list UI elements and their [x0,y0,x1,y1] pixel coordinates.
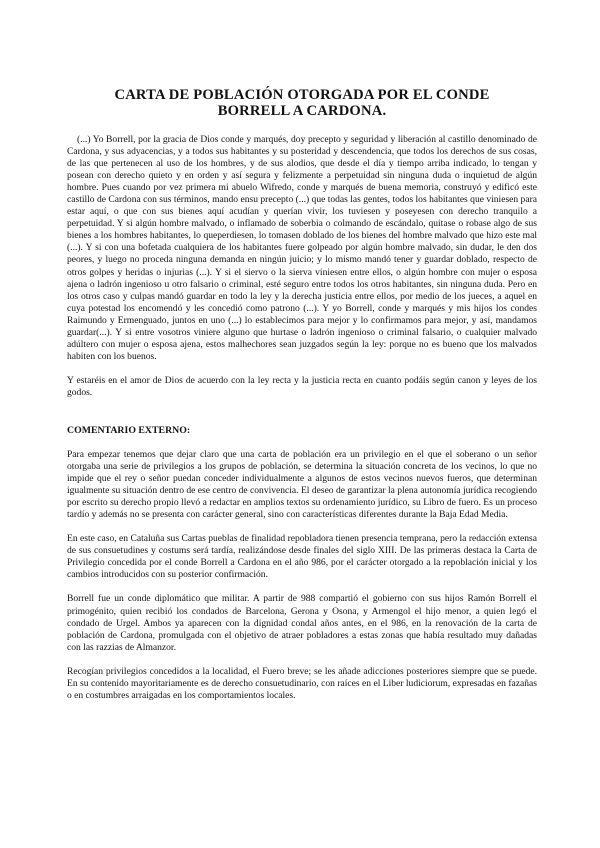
title-line-2: BORRELL A CARDONA. [217,102,387,119]
section-heading: COMENTARIO EXTERNO: [67,424,191,436]
charter-paragraph-2: Y estaréis en el amor de Dios de acuerdo con la ley recta y la justicia recta en cuanto podáis según canon y leyes de los godos. [67,374,537,398]
comment-paragraph-3: Borrell fue un conde diplomático que militar. A partir de 988 compartió el gobierno con sus hijos Ramón Borrell el primogénito, quien recibió los condados de Barcelona, Gerona y Osona, y Armengol el hijo menor, a quien legó el condado de Urgel. Ambos ya aparecen con la dignidad condal años antes, en el 986, en la renovación de la carta de población de Cardona, promulgada con el objetivo de atraer pobladores a estas zonas que había resultado muy dañadas con las razzias de Almanzor. [67,593,537,653]
comment-paragraph-4: Recogían privilegios concedidos a la localidad, el Fuero breve; se les añade adicciones posteriores siempre que se puede. En su contenido mayoritariamente es de derecho consuetudinario, con raíces en el Liber ludiciorum, expresadas en fazañas o en costumbres arraigadas en los comportamientos locales. [67,665,537,701]
document-title [67,88,537,119]
comment-paragraph-1: Para empezar tenemos que dejar claro que una carta de población era un privilegio en el que el soberano o un señor otorgaba una serie de privilegios a los grupos de población, se determina la situación concreta de los vecinos, lo que no impide que el rey o señor puedan conceder individualmente a algunos de estos vecinos nuevos fueros, que determinan igualmente su situación dentro de ese centro de convivencia. El deseo de garantizar la plena autonomía jurídica recogiendo por escrito su derecho propio llevó a redactar en amplios textos su ordenamiento jurídico, su Libro de fuero. Es un proceso tardío y además no se presenta con carácter general, sino con características diferentes durante la Baja Edad Media. [67,448,537,521]
charter-paragraph-1: (...) Yo Borrell, por la gracia de Dios conde y marqués, doy precepto y seguridad y liberación al castillo denominado de Cardona, y sus adyacencias, y a todos sus habitantes y su posteridad y descendencia, que todos los derechos de sus cosas, de las que pertenecen al uso de los hombres, y de sus alodios, que desde el día y tiempo arriba indicado, lo tengan y posean con derecho quieto y en orden y así segura y felizmente a perpetuidad sin ninguna duda o inquietud de algún hombre. Pues cuando por vez primera mi abuelo Wifredo, conde y marqués de buena memoria, construyó y edificó este castillo de Cardona con sus términos, mando ensu precepto (...) que todas las gentes, todos los habitantes que viniesen para estar aquí, o que con sus bienes aquí acudían y querían vivir, los tuviesen y poseyesen con derecho tranquilo a perpetuidad. Y si algún hombre malvado, o inflamado de soberbia o colmando de escándalo, quitase o robase algo de sus bienes a los hombres habitantes, lo queperdiesen, lo tomasen doblado de los bienes del hombre malvado que hizo este mal (...). Y si con una bofetada cualquiera de los habitantes fuere golpeado por algún hombre malvado, sin dudar, le den dos peores, y luego no proceda ninguna demanda en ningún juicio; y lo mismo mandó tener y guardar doblado, respecto de otros golpes y heridas o injurias (...). Y si el siervo o la sierva viniesen entre ellos, o algún hombre con mujer o esposa ajena o ladrón ingenioso u otro falsario o criminal, esté seguro entre todos los otros habitantes, sin ninguna duda. Pero en los otros caso y culpas mandó guardar en todo la ley y la derecha justicia entre ellos, por medio de los jueces, a aquel en cuya potestad los encomendó y les concedió como patrono (...). Y yo Borrell, conde y marqués y mis hijos los condes Raimundo y Ermenguado, juntos en uno (...) lo establecimos para mejor y lo confirmamos para mejor, y así, mandamos guardar(...). Y si entre vosotros viniere alguno que hurtase o ladrón ingenioso o criminal falsario, o cualquier malvado adúltero con mujer o esposa ajena, estos malhechores sean juzgados según la ley: porque no es bueno que los malvados habiten con los buenos. [67,134,537,362]
title-line-1: CARTA DE POBLACIÓN OTORGADA POR EL CONDE [114,87,490,103]
comment-paragraph-2: En este caso, en Cataluña sus Cartas pueblas de finalidad repobladora tienen presencia temprana, pero la redacción extensa de sus consuetudines y costums será tardía, realizándose desde finales del siglo XIII. De las primeras destaca la Carta de Privilegio concedida por el conde Borrell a Cardona en el año 986, por el carácter otorgado a la repoblación inicial y los cambios introducidos con su posterior confirmación. [67,533,537,581]
